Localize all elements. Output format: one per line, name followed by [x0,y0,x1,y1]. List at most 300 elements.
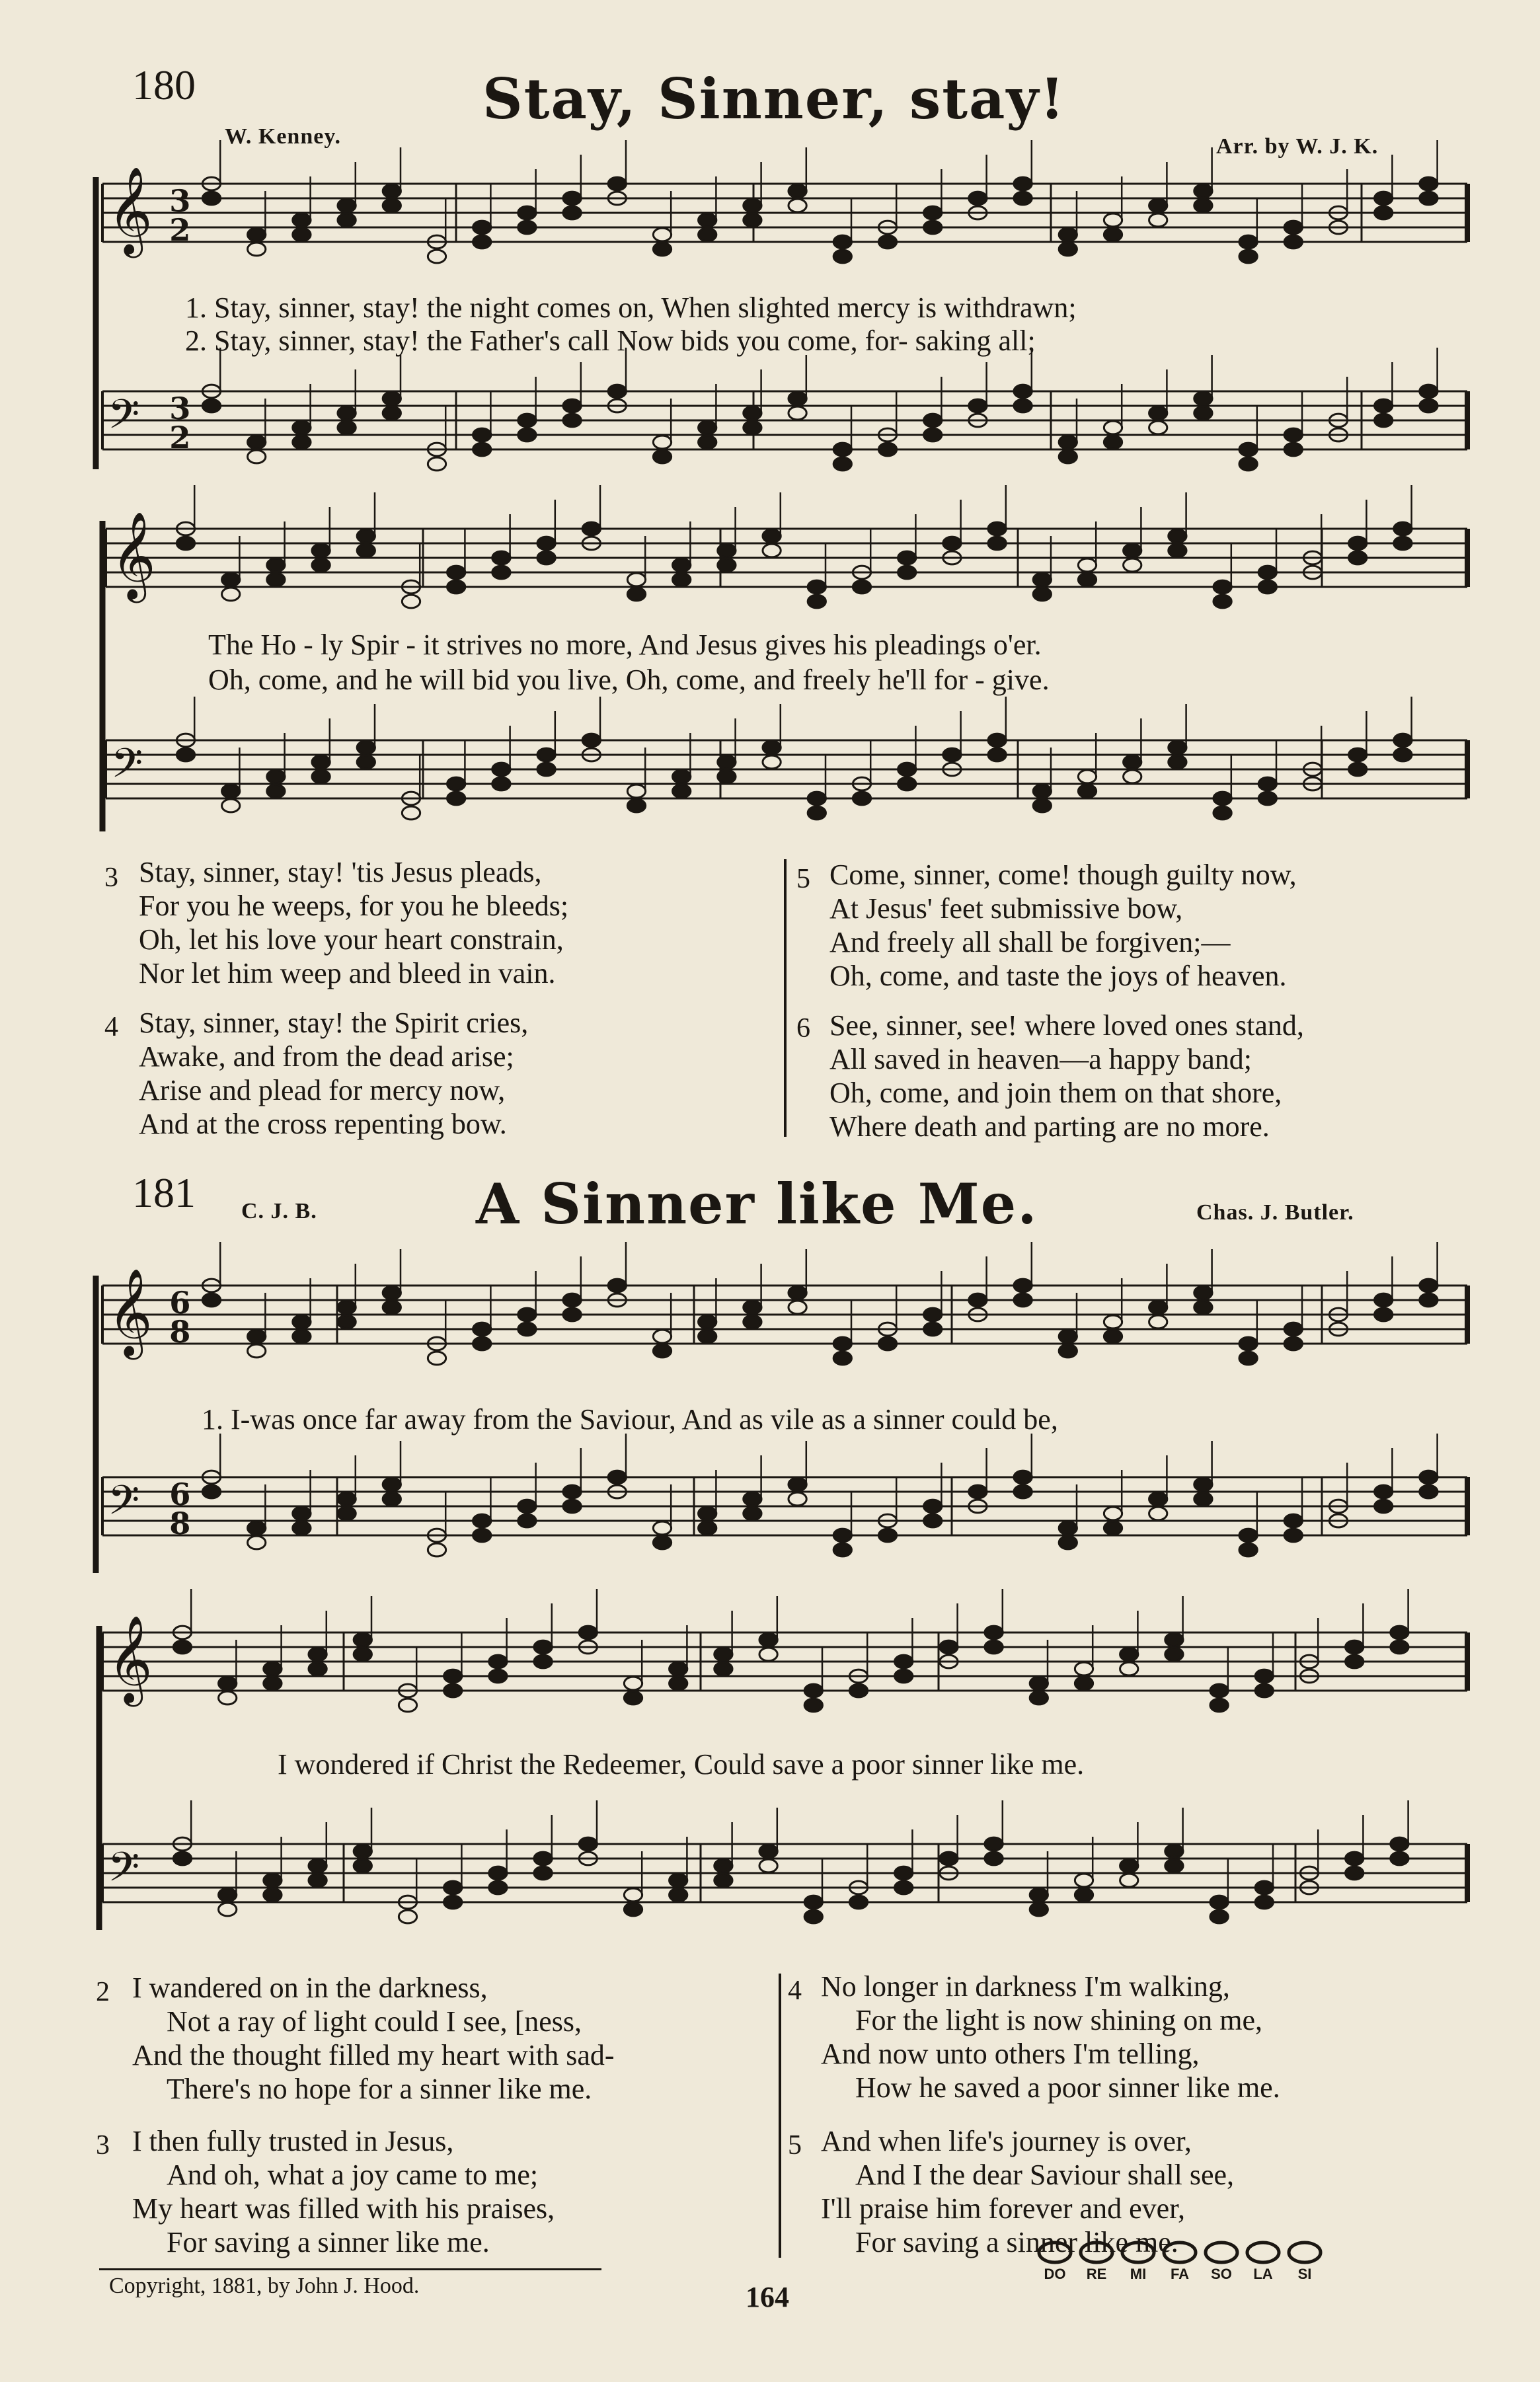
note-head [248,243,266,256]
note-head [1194,392,1212,405]
verse-line: At Jesus' feet submissive bow, [829,892,1183,925]
hymn-181-verse-3 [132,2124,555,2259]
note-head [969,192,987,205]
note-head [1194,1492,1212,1506]
note-head [878,235,896,249]
note-head [714,1874,732,1887]
note-head [222,573,240,586]
note-head [1284,221,1302,234]
note-head [1149,199,1167,212]
note-head [1346,1866,1364,1880]
note-head [1420,1293,1438,1307]
note-head [1239,1337,1257,1350]
note-head [673,785,691,798]
note-head [759,1845,777,1858]
note-head [1284,428,1302,442]
note-head [383,392,401,405]
note-head [293,1330,311,1343]
note-head [447,792,465,805]
note-head [878,443,896,456]
note-head [624,1677,642,1690]
note-head [1149,406,1167,420]
note-head [473,428,491,442]
note-head [173,1640,191,1654]
note-head [1239,1352,1257,1365]
note-head [1075,1662,1093,1675]
note-head [534,1655,552,1668]
note-head [357,755,375,769]
hymn-181-composer: Chas. J. Butler. [1196,1200,1354,1225]
hymn-181-title: A Sinner like Me. [476,1171,1038,1237]
time-signature-bottom: 8 [169,1313,191,1350]
note-head [563,1293,581,1307]
note-head [248,436,266,449]
hymn-180-verse-6 [829,1009,1304,1143]
note-head [895,1655,913,1668]
note-head [357,544,375,557]
note-head [267,770,285,783]
note-head [969,399,987,412]
note-head [1194,1301,1212,1314]
note-head [518,1500,536,1513]
note-head [338,1492,356,1506]
note-head [1239,443,1257,456]
note-head [1210,1699,1228,1712]
note-head [1149,1507,1167,1520]
note-head [248,1536,266,1549]
verse-line: Oh, let his love your heart constrain, [139,923,564,956]
note-head [608,177,626,190]
note-head [1420,399,1438,412]
note-head [744,1315,761,1328]
footer-rule [99,2268,601,2270]
note-head [895,1866,913,1880]
hymn-181-verse-4 [821,1970,1280,2104]
time-signature-top: 3 [169,182,191,219]
note-head [383,1286,401,1299]
note-head [222,799,240,812]
note-head [1059,1330,1077,1343]
note-head [1104,1521,1122,1535]
note-head [1349,763,1367,776]
note-head [518,414,536,427]
note-head [833,1352,851,1365]
note-head [492,551,510,564]
note-head [763,529,781,543]
note-head [1059,1536,1077,1549]
note-head [1284,1514,1302,1527]
note-head [789,199,806,212]
note-head [969,1293,987,1307]
note-head [1169,529,1186,543]
note-head [354,1859,371,1872]
hymn-180-lyric-line-3: The Ho - ly Spir - it strives no more, And Jesus gives his pleadings o'er. [208,629,1042,661]
note-head [518,221,536,234]
note-head [1059,450,1077,463]
note-head [563,1500,581,1513]
note-head [582,522,600,535]
note-head [399,1910,416,1923]
verse-line: Stay, sinner, stay! 'tis Jesus pleads, [139,856,542,888]
note-head [1391,1626,1408,1639]
note-head [898,566,916,579]
note-head [1213,806,1231,820]
note-head [985,1852,1003,1865]
note-head [264,1874,282,1887]
note-head [1014,1471,1032,1484]
verse-line: Nor let him weep and bleed in vain. [139,957,556,989]
note-head [1030,1903,1048,1916]
column-divider [779,1974,781,2258]
note-head [1375,1500,1393,1513]
shape-note-icon [1081,2243,1112,2262]
treble-clef-icon: 𝄞 [108,1615,153,1703]
note-head [1420,1279,1438,1292]
note-head [833,443,851,456]
note-head [624,1691,642,1705]
hymn-180-lyric-line-4: Oh, come, and he will bid you live, Oh, come, and freely he'll for - give. [208,664,1050,696]
note-head [670,1888,687,1902]
verse-line: And the thought filled my heart with sad- [132,2039,615,2071]
verse-number: 3 [96,2130,110,2161]
note-head [473,1323,491,1336]
note-head [1420,1471,1438,1484]
note-head [202,192,220,205]
note-head [898,777,916,790]
note-head [1391,1852,1408,1865]
note-head [804,1699,822,1712]
note-head [789,1286,806,1299]
note-head [534,1852,552,1865]
verse-line: And when life's journey is over, [821,2125,1192,2157]
verse-line: See, sinner, see! where loved ones stand, [829,1009,1304,1042]
note-head [924,1308,942,1321]
verse-line: Stay, sinner, stay! the Spirit cries, [139,1007,529,1039]
note-head [579,1837,597,1851]
note-head [673,770,691,783]
note-head [1394,748,1412,761]
note-head [1284,1323,1302,1336]
note-head [447,580,465,594]
note-head [1258,777,1276,790]
note-head [1255,1684,1273,1697]
verse-line: I wandered on in the darkness, [132,1972,488,2004]
note-head [357,741,375,754]
note-head [219,1691,237,1705]
bass-clef-icon: 𝄢 [111,740,143,798]
note-head [473,1337,491,1350]
note-head [383,406,401,420]
note-head [1169,755,1186,769]
note-head [653,1344,671,1358]
note-head [1104,436,1122,449]
note-head [563,399,581,412]
note-head [833,235,851,249]
note-head [1014,177,1032,190]
verse-line: All saved in heaven—a happy band; [829,1043,1252,1075]
hymn-180-author: W. Kenney. [225,124,341,149]
note-head [447,777,465,790]
note-head [1149,1492,1167,1506]
note-head [627,573,645,586]
note-head [699,228,716,241]
note-head [1346,1655,1364,1668]
note-head [1104,1507,1122,1520]
note-head [1059,243,1077,256]
shape-note-icon [1206,2243,1237,2262]
shape-note-icon [1247,2243,1279,2262]
note-head [489,1655,507,1668]
note-head [943,748,961,761]
note-head [1284,1337,1302,1350]
note-head [988,537,1006,550]
note-head [1169,544,1186,557]
note-head [563,192,581,205]
note-head [924,1514,942,1527]
note-head [763,544,781,557]
hymn-180-verse-4 [139,1006,528,1141]
note-head [1194,1286,1212,1299]
note-head [759,1859,777,1872]
note-head [853,792,870,805]
note-head [789,1301,806,1314]
note-head [1194,1478,1212,1491]
note-head [849,1684,867,1697]
note-head [354,1633,371,1646]
note-head [653,436,671,449]
note-head [699,421,716,434]
note-head [988,522,1006,535]
note-head [309,1859,327,1872]
note-head [759,1633,777,1646]
note-head [293,421,311,434]
note-head [383,199,401,212]
note-head [808,806,826,820]
note-head [1033,785,1051,798]
note-head [248,228,266,241]
solfege-fa: FA [1170,2266,1190,2282]
note-head [624,1888,642,1902]
note-head [563,1485,581,1498]
verse-number: 5 [796,864,810,894]
note-head [492,763,510,776]
note-head [789,1492,806,1506]
time-signature-bottom: 8 [169,1505,191,1541]
note-head [744,1301,761,1314]
note-head [312,770,330,783]
note-head [338,1301,356,1314]
note-head [714,1662,732,1675]
note-head [444,1670,462,1683]
note-head [248,1521,266,1535]
verse-line: For saving a sinner like me. [167,2226,490,2258]
note-head [1014,1293,1032,1307]
note-head [383,184,401,198]
note-head [1420,192,1438,205]
note-head [1120,1859,1138,1872]
note-head [1124,544,1141,557]
verse-number: 4 [104,1012,118,1042]
note-head [219,1677,237,1690]
note-head [309,1662,327,1675]
note-head [1124,770,1141,783]
time-signature-top: 6 [169,1476,191,1512]
note-head [293,436,311,449]
note-head [1014,385,1032,398]
hymn-181-lyric-line-2: I wondered if Christ the Redeemer, Could save a poor sinner like me. [278,1748,1085,1781]
note-head [1075,1874,1093,1887]
note-head [878,1337,896,1350]
note-head [518,206,536,219]
note-head [985,1626,1003,1639]
note-head [1284,235,1302,249]
note-head [627,785,645,798]
note-head [940,1640,958,1654]
solfege-mi: MI [1130,2266,1147,2282]
note-head [849,1896,867,1909]
note-head [402,806,420,820]
note-head [1194,184,1212,198]
note-head [627,588,645,601]
verse-number: 6 [796,1013,810,1044]
note-head [202,1485,220,1498]
note-head [1149,213,1167,227]
note-head [1420,1485,1438,1498]
note-head [1258,580,1276,594]
solfege-la: LA [1253,2266,1273,2282]
bass-clef-icon: 𝄢 [108,391,140,449]
note-head [1104,421,1122,434]
note-head [248,450,266,463]
note-head [428,1352,445,1365]
note-head [985,1837,1003,1851]
verse-line: Not a ray of light could I see, [ness, [167,2005,582,2038]
note-head [1255,1896,1273,1909]
note-head [1394,537,1412,550]
verse-line: There's no hope for a sinner like me. [167,2073,592,2105]
verse-line: My heart was filled with his praises, [132,2192,555,2225]
note-head [428,1543,445,1556]
note-head [267,558,285,572]
note-head [808,792,826,805]
note-head [1394,522,1412,535]
note-head [473,1514,491,1527]
verse-line: How he saved a poor sinner like me. [855,2071,1280,2104]
note-head [833,1529,851,1542]
note-head [1014,1485,1032,1498]
note-head [1030,1888,1048,1902]
verse-line: Oh, come, and taste the joys of heaven. [829,960,1287,992]
note-head [653,450,671,463]
verse-line: Where death and parting are no more. [829,1110,1270,1143]
note-head [1239,250,1257,263]
note-head [1239,1543,1257,1556]
note-head [338,406,356,420]
verse-line: And now unto others I'm telling, [821,2038,1200,2070]
note-head [264,1662,282,1675]
treble-clef-icon: 𝄞 [111,511,156,599]
note-head [1078,770,1096,783]
note-head [833,1337,851,1350]
note-head [473,1529,491,1542]
treble-clef-icon: 𝄞 [108,166,153,254]
note-head [763,741,781,754]
solfege-so: SO [1211,2266,1232,2282]
note-head [943,537,961,550]
note-head [309,1648,327,1661]
note-head [293,213,311,227]
verse-line: And oh, what a joy came to me; [167,2159,539,2191]
note-head [383,1478,401,1491]
note-head [1033,573,1051,586]
note-head [789,184,806,198]
note-head [219,1903,237,1916]
note-head [492,566,510,579]
note-head [1391,1837,1408,1851]
time-signature-bottom: 2 [169,419,191,455]
note-head [473,221,491,234]
verse-line: For saving a sinner like me. [855,2226,1178,2258]
note-head [447,566,465,579]
note-head [1194,406,1212,420]
note-head [338,199,356,212]
note-head [789,406,806,420]
note-head [293,1507,311,1520]
note-head [1346,1852,1364,1865]
note-head [833,457,851,471]
note-head [985,1640,1003,1654]
note-head [759,1648,777,1661]
note-head [804,1684,822,1697]
note-head [969,1485,987,1498]
verse-line: And I the dear Saviour shall see, [855,2159,1235,2191]
note-head [312,544,330,557]
note-head [1059,1344,1077,1358]
note-head [537,763,555,776]
note-head [312,558,330,572]
verse-line: For you he weeps, for you he bleeds; [139,890,569,922]
time-signature-bottom: 2 [169,211,191,248]
note-head [338,213,356,227]
note-head [1014,192,1032,205]
note-head [222,588,240,601]
note-head [312,755,330,769]
note-head [1391,1640,1408,1654]
note-head [699,1315,716,1328]
note-head [264,1677,282,1690]
hymn-180-lyric-line-2: 2. Stay, sinner, stay! the Father's call Now bids you come, for- saking all; [185,325,1036,357]
note-head [1349,748,1367,761]
note-head [924,414,942,427]
note-head [1124,558,1141,572]
note-head [428,457,445,471]
note-head [699,213,716,227]
note-head [1104,213,1122,227]
note-head [402,595,420,608]
note-head [789,1478,806,1491]
treble-clef-icon: 𝄞 [108,1268,153,1356]
note-head [444,1881,462,1894]
shape-note-icon [1122,2243,1154,2262]
note-head [940,1852,958,1865]
note-head [518,1308,536,1321]
verse-line: Come, sinner, come! though guilty now, [829,859,1297,891]
note-head [699,1330,716,1343]
note-head [563,1308,581,1321]
note-head [804,1910,822,1923]
note-head [1194,199,1212,212]
note-head [518,1514,536,1527]
